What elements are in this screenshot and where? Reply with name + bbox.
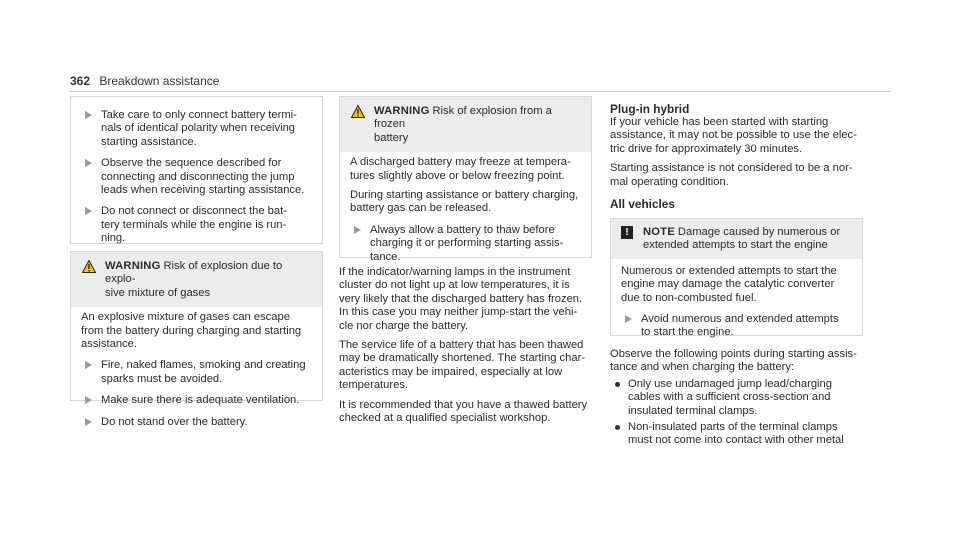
warning-text: A discharged battery may freeze at tempera- tures slightly above or below freezing point. — [350, 156, 571, 182]
warning-icon — [351, 105, 365, 118]
arrow-icon — [625, 315, 632, 323]
warning-keyword: WARNING — [105, 260, 161, 272]
list-item: Do not stand over the battery. — [81, 416, 312, 429]
arrow-icon — [85, 207, 92, 215]
note-title: Damage caused by numerous or extended attempts to start the engine — [643, 226, 841, 252]
list-item: Non-insulated parts of the terminal clamps must not come into contact with other metal — [610, 421, 890, 448]
list-item: Do not connect or disconnect the bat- tery terminals while the engine is run- ning. — [81, 205, 312, 245]
warning-heading — [81, 260, 312, 300]
page-header — [70, 74, 219, 88]
warning-text: An explosive mixture of gases can escape from the battery during charging and starting assistance. — [81, 311, 302, 351]
arrow-icon — [85, 361, 92, 369]
arrow-icon — [85, 111, 92, 119]
warning-box-frozen — [339, 96, 592, 263]
warning-title: Risk of explosion from a frozen battery — [374, 105, 552, 144]
list-item: Observe the sequence described for connecting and disconnecting the jump leads when receiving starting assistance. — [81, 157, 312, 197]
arrow-icon — [354, 226, 361, 234]
paragraph: If the indicator/warning lamps in the instrument cluster do not light up at low temperatures, it is very likely that the discharged battery has frozen. In this case you may neither jump-start the vehi- cle nor charge the battery. — [339, 266, 583, 332]
observe-section — [610, 348, 890, 448]
warning-heading — [350, 105, 581, 145]
paragraph: It is recommended that you have a thawed battery checked at a qualified specialist workshop. — [339, 398, 588, 425]
list-item: Take care to only connect battery termi- nals of identical polarity when receiving starting assistance. — [81, 109, 312, 149]
list-item: Only use undamaged jump lead/charging cables with a sufficient cross-section and insulated terminal clamps. — [610, 378, 890, 418]
paragraph: Starting assistance is not considered to be a nor- mal operating condition. — [610, 162, 853, 188]
caution-list-box — [70, 96, 323, 244]
plugin-hybrid-section — [610, 102, 890, 211]
paragraph: The service life of a battery that has been thawed may be dramatically shortened. The starting char- acteristics may be impaired, especially at low temperatures. — [339, 339, 586, 392]
warning-text: During starting assistance or battery charging, battery gas can be released. — [350, 189, 579, 215]
list-item: Make sure there is adequate ventilation. — [81, 394, 312, 407]
note-text: Numerous or extended attempts to start the engine may damage the catalytic converter due to non-combusted fuel. — [621, 264, 837, 304]
list-item: Always allow a battery to thaw before charging it or performing starting assis- tance. — [350, 224, 581, 264]
arrow-icon — [85, 159, 92, 167]
note-box — [610, 218, 863, 339]
paragraph: Observe the following points during starting assis- tance and when charging the battery: — [610, 348, 857, 374]
arrow-icon — [85, 418, 92, 426]
exclamation-icon: ! — [621, 226, 633, 239]
frozen-battery-text — [339, 266, 599, 431]
section-heading: All vehicles — [610, 197, 675, 212]
warning-icon — [82, 260, 96, 273]
paragraph: If your vehicle has been started with starting assistance, it may not be possible to use the elec- tric drive for approximately 30 minutes. — [610, 116, 857, 155]
note-keyword: NOTE — [643, 226, 675, 238]
list-item: Fire, naked flames, smoking and creating sparks must be avoided. — [81, 359, 312, 386]
list-item: Avoid numerous and extended attempts to start the engine. — [621, 313, 852, 340]
warning-box-explosion — [70, 251, 323, 428]
warning-keyword: WARNING — [374, 105, 430, 117]
arrow-icon — [85, 396, 92, 404]
section-title: Breakdown assistance — [99, 74, 220, 88]
section-heading: Plug-in hybrid — [610, 102, 690, 116]
header-divider — [70, 91, 890, 92]
warning-title: Risk of explosion due to explo- sive mixture of gases — [105, 260, 283, 299]
note-heading — [621, 226, 852, 253]
page-number: 362 — [70, 74, 91, 88]
